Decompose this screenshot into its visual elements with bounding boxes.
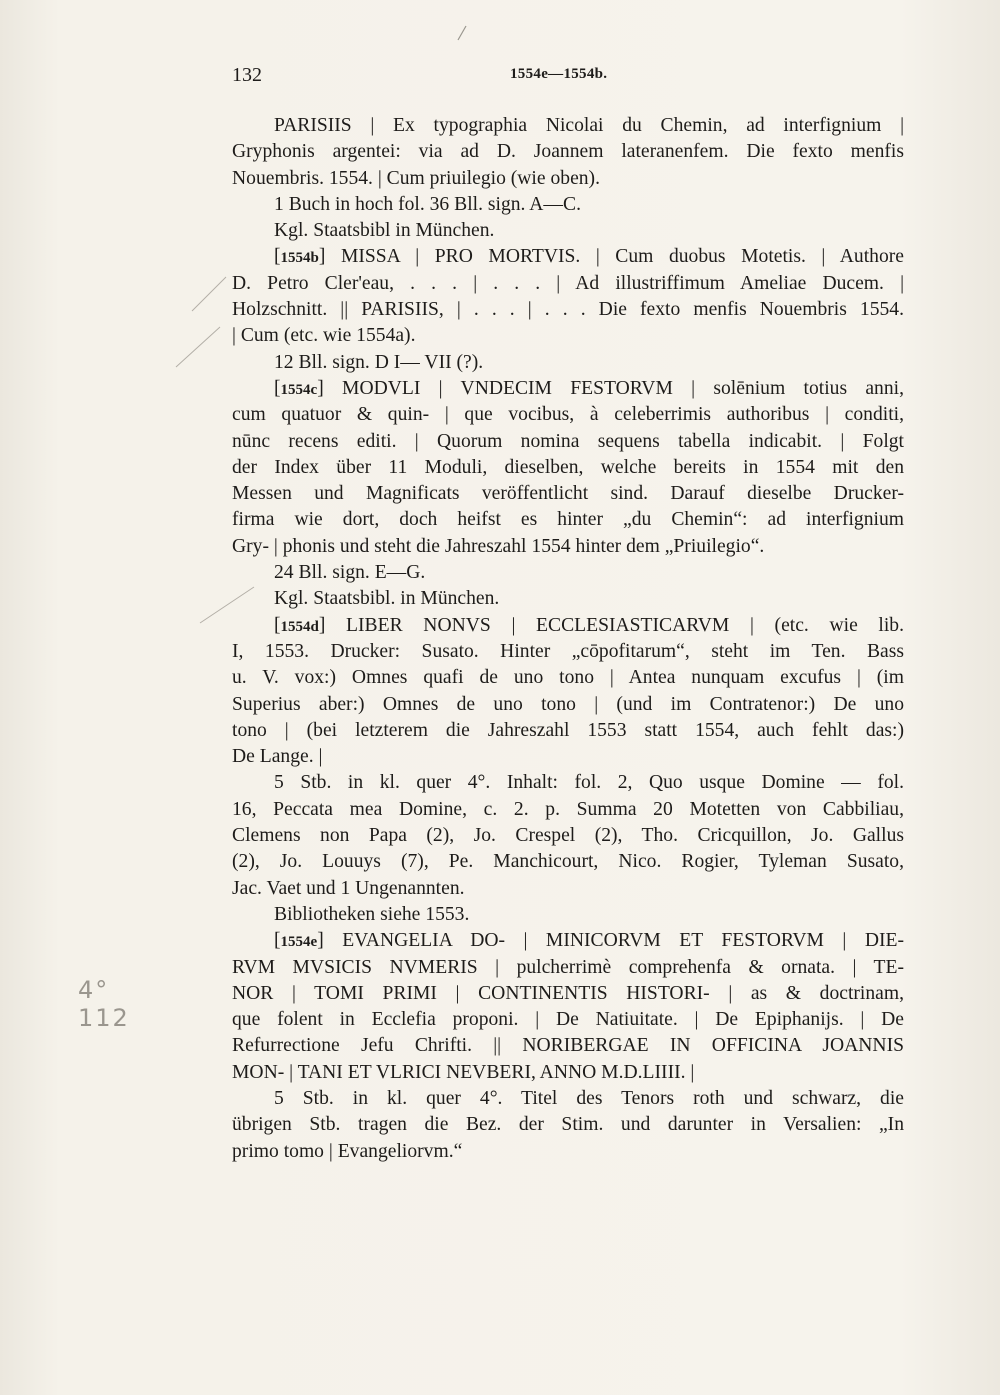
line-text: Gry- | phonis und steht die Jahreszahl 1554 hinter dem „Priuilegio“. bbox=[232, 535, 765, 557]
line-text: u. V. vox:) Omnes quafi de uno tono | Antea nunquam excufus | (im bbox=[232, 667, 904, 689]
line-text: D. Petro Cler'eau, . . . | . . . | Ad illustriffimum Ameliae Ducem. | bbox=[232, 272, 904, 294]
text-line bbox=[232, 376, 904, 402]
line-text: Kgl. Staatsbibl. in München. bbox=[274, 588, 500, 610]
line-text: 16, Peccata mea Domine, c. 2. p. Summa 20 Motetten von Cabbiliau, bbox=[232, 798, 904, 820]
text-line bbox=[232, 1060, 904, 1086]
text-line bbox=[232, 297, 904, 323]
pencil-tick-mark bbox=[172, 325, 222, 370]
text-line bbox=[232, 718, 904, 744]
line-text: I, 1553. Drucker: Susato. Hinter „cōpofitarum“, steht im Ten. Bass bbox=[232, 640, 904, 662]
bracket: [ bbox=[274, 930, 281, 952]
text-line bbox=[232, 770, 904, 796]
text-line bbox=[232, 876, 904, 902]
bracket: ] bbox=[318, 614, 326, 636]
text-line bbox=[232, 218, 904, 244]
line-text: cum quatuor & quin- | que vocibus, à celeberrimis authoribus | conditi, bbox=[232, 404, 904, 426]
line-text: (2), Jo. Louuys (7), Pe. Manchicourt, Nico. Rogier, Tyleman Susato, bbox=[232, 851, 904, 873]
text-line bbox=[232, 665, 904, 691]
text-line bbox=[232, 139, 904, 165]
line-text: Bibliotheken siehe 1553. bbox=[274, 903, 470, 925]
text-line bbox=[232, 1112, 904, 1138]
line-text: NOR | TOMI PRIMI | CONTINENTIS HISTORI- | as & doctrinam, bbox=[232, 982, 904, 1004]
text-line bbox=[232, 455, 904, 481]
page-body bbox=[232, 113, 904, 1165]
text-line bbox=[232, 797, 904, 823]
text-line bbox=[232, 560, 904, 586]
pencil-tick-mark bbox=[188, 275, 228, 315]
text-line bbox=[232, 639, 904, 665]
line-text: MON- | TANI ET VLRICI NEVBERI, ANNO M.D.LIIII. | bbox=[232, 1061, 695, 1083]
page-header bbox=[232, 64, 904, 92]
bracket: ] bbox=[317, 377, 324, 399]
text-line bbox=[232, 481, 904, 507]
text-line bbox=[232, 192, 904, 218]
text-line bbox=[232, 507, 904, 533]
text-line bbox=[232, 244, 904, 270]
pencil-slash-mark bbox=[452, 24, 472, 42]
pencil-tick-mark bbox=[196, 585, 256, 625]
line-text: 12 Bll. sign. D I— VII (?). bbox=[274, 351, 484, 373]
entry-signature: 1554d bbox=[280, 618, 319, 635]
line-text: LIBER NONVS | ECCLESIASTICARVM | (etc. wie lib. bbox=[325, 614, 904, 636]
line-text: Messen und Magnificats veröffentlicht sind. Darauf dieselbe Drucker- bbox=[232, 483, 904, 505]
text-line bbox=[232, 1007, 904, 1033]
margin-pencil-text: 4° 112 bbox=[78, 976, 130, 1032]
text-line bbox=[232, 1139, 904, 1165]
text-line bbox=[232, 323, 904, 349]
running-head: 1554e—1554b. bbox=[510, 66, 608, 82]
line-text: Jac. Vaet und 1 Ungenannten. bbox=[232, 877, 465, 899]
line-text: Superius aber:) Omnes de uno tono | (und im Contratenor:) De uno bbox=[232, 693, 904, 715]
text-line bbox=[232, 744, 904, 770]
line-text: PARISIIS | Ex typographia Nicolai du Chemin, ad interfignium | bbox=[274, 115, 904, 136]
line-text: der Index über 11 Moduli, dieselben, welche bereits in 1554 mit den bbox=[232, 456, 904, 478]
line-text: Holzschnitt. || PARISIIS, | . . . | . . . Die fexto menfis Nouembris 1554. bbox=[232, 299, 904, 321]
bracket: ] bbox=[318, 246, 326, 268]
line-text: Gryphonis argentei: via ad D. Joannem lateranenfem. Die fexto menfis bbox=[232, 141, 904, 163]
line-text: | Cum (etc. wie 1554a). bbox=[232, 325, 416, 347]
text-line bbox=[232, 534, 904, 560]
line-text: primo tomo | Evangeliorvm.“ bbox=[232, 1140, 463, 1162]
text-line bbox=[232, 586, 904, 612]
line-text: RVM MVSICIS NVMERIS | pulcherrimè comprehenfa & ornata. | TE- bbox=[232, 956, 904, 978]
text-line bbox=[232, 113, 904, 139]
line-text: MODVLI | VNDECIM FESTORVM | solēnium totius anni, bbox=[323, 377, 904, 399]
text-line bbox=[232, 402, 904, 428]
bracket: [ bbox=[274, 614, 281, 636]
line-text: MISSA | PRO MORTVIS. | Cum duobus Motetis. | Authore bbox=[325, 246, 904, 268]
bracket: ] bbox=[317, 930, 324, 952]
text-line bbox=[232, 429, 904, 455]
line-text: EVANGELIA DO- | MINICORVM ET FESTORVM | DIE- bbox=[323, 930, 904, 952]
entry-signature: 1554b bbox=[280, 250, 319, 267]
line-text: Kgl. Staatsbibl in München. bbox=[274, 220, 495, 242]
line-text: 5 Stb. in kl. quer 4°. Titel des Tenors roth und schwarz, die bbox=[274, 1087, 904, 1109]
text-line bbox=[232, 350, 904, 376]
text-line bbox=[232, 902, 904, 928]
text-line bbox=[232, 613, 904, 639]
line-text: Nouembris. 1554. | Cum priuilegio (wie oben). bbox=[232, 167, 600, 189]
page-number: 132 bbox=[232, 64, 262, 86]
bracket: [ bbox=[274, 246, 281, 268]
text-line bbox=[232, 166, 904, 192]
text-line bbox=[232, 692, 904, 718]
text-line bbox=[232, 1033, 904, 1059]
line-text: übrigen Stb. tragen die Bez. der Stim. und darunter in Versalien: „In bbox=[232, 1114, 904, 1136]
text-line bbox=[232, 823, 904, 849]
line-text: firma wie dort, doch heifst es hinter „du Chemin“: ad interfignium bbox=[232, 509, 904, 531]
bracket: [ bbox=[274, 377, 281, 399]
line-text: 24 Bll. sign. E—G. bbox=[274, 562, 426, 584]
line-text: Refurrectione Jefu Chrifti. || NORIBERGAE IN OFFICINA JOANNIS bbox=[232, 1035, 904, 1057]
line-text: que folent in Ecclefia proponi. | De Natiuitate. | De Epiphanijs. | De bbox=[232, 1009, 904, 1031]
line-text: tono | (bei letzterem die Jahreszahl 1553 statt 1554, auch fehlt das:) bbox=[232, 719, 904, 741]
text-line bbox=[232, 1086, 904, 1112]
text-line bbox=[232, 928, 904, 954]
line-text: nūnc recens editi. | Quorum nomina sequens tabella indicabit. | Folgt bbox=[232, 430, 904, 452]
line-text: 5 Stb. in kl. quer 4°. Inhalt: fol. 2, Quo usque Domine — fol. bbox=[274, 772, 904, 794]
entry-signature: 1554c bbox=[280, 381, 318, 398]
line-text: De Lange. | bbox=[232, 746, 323, 768]
text-line bbox=[232, 981, 904, 1007]
text-line bbox=[232, 955, 904, 981]
text-line bbox=[232, 271, 904, 297]
text-line bbox=[232, 849, 904, 875]
line-text: Clemens non Papa (2), Jo. Crespel (2), Tho. Cricquillon, Jo. Gallus bbox=[232, 825, 904, 847]
line-text: 1 Buch in hoch fol. 36 Bll. sign. A—C. bbox=[274, 193, 581, 215]
entry-signature: 1554e bbox=[280, 934, 318, 951]
margin-shelfmark-note bbox=[78, 976, 138, 1032]
